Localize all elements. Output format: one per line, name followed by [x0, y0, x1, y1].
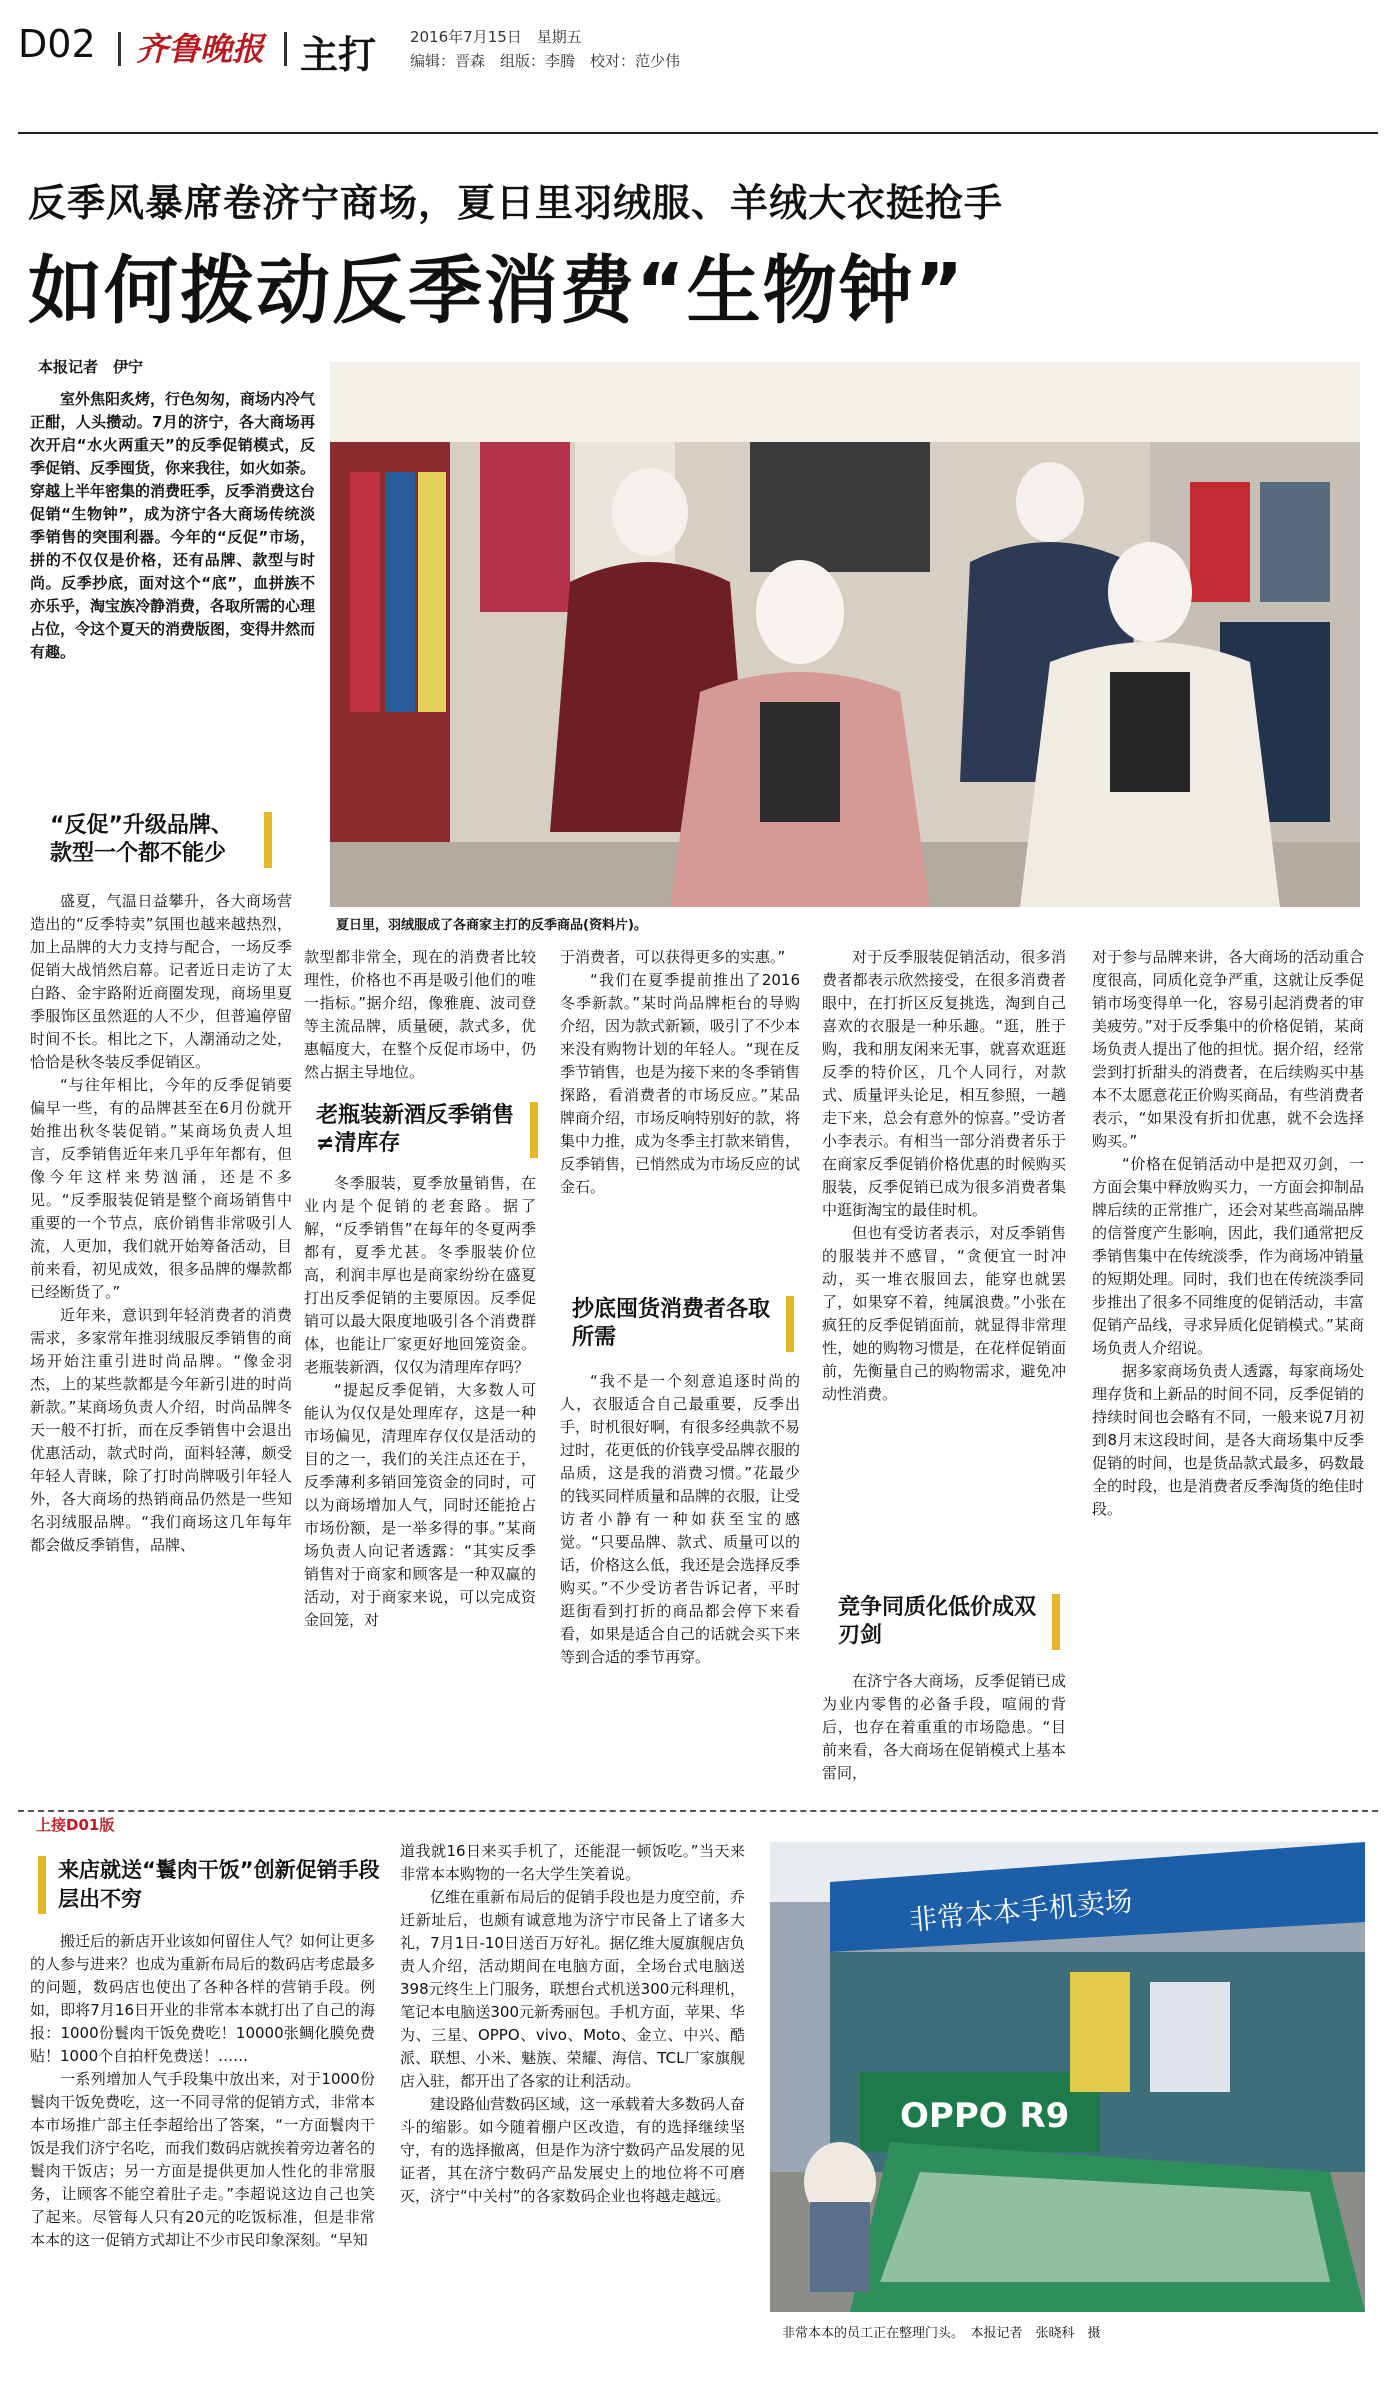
paragraph: “我们在夏季提前推出了2016冬季新款。”某时尚品牌柜台的导购介绍，因为款式新颖，吸引了不少本来没有购物计划的年轻人。“现在反季节销售，也是为接下来的冬季销售探路，看消费者的市场反应。”某品牌商介绍，市场反响特别好的款，将集中力推，成为冬季主打款来销售，反季销售，已悄然成为市场反应的试金石。 [560, 971, 801, 1196]
section-name: 主打 [300, 33, 377, 77]
continued-column-b [400, 1840, 745, 2208]
page-header [18, 22, 1378, 77]
paragraph: 对于反季服装促销活动，很多消费者都表示欣然接受，在很多消费者眼中，在打折区反复挑选，淘到自己喜欢的衣服是一种乐趣。“逛，胜于购，我和朋友闲来无事，就喜欢逛逛反季的特价区，几个人同行，对款式、质量评头论足，相互参照，一趟走下来，总会有意外的惊喜。”受访者小李表示。有相当一部分消费者乐于在商家反季促销价格优惠的时候购买服装，反季促销已成为很多消费者集中逛街淘宝的最佳时机。 [822, 948, 1066, 1219]
paragraph: “提起反季促销，大多数人可能认为仅仅是处理库存，这是一种市场偏见，清理库存仅仅是活动的目的之一，我们的关注点还在于，反季薄利多销回笼资金的同时，可以为商场增加人气，同时还能抢占市场份额，是一举多得的事。”某商场负责人向记者透露：“其实反季销售对于商家和顾客是一种双赢的活动，对于商家来说，可以完成资金回笼，对 [304, 1381, 536, 1629]
column-4 [822, 946, 1066, 1406]
column-2-top [304, 946, 536, 1084]
paragraph: “我不是一个刻意追逐时尚的人，衣服适合自己最重要，反季出手，时机很好啊，有很多经典款不易过时，花更低的价钱享受品牌衣服的品质，这是我的消费习惯。”花最少的钱买同样质量和品牌的衣服，让受访者小静有一种如获至宝的感觉。“只要品牌、款式、质量可以的话，价格这么低，我还是会选择反季购买。”不少受访者告诉记者，平时逛街看到打折的商品都会停下来看看，如果是适合自己的话就会买下来等到合适的季节再穿。 [560, 1372, 801, 1666]
paragraph: 搬迁后的新店开业该如何留住人气？如何让更多的人参与进来？也成为重新布局后的数码店考虑最多的问题，数码店也使出了各种各样的营销手段。例如，即将7月16日开业的非常本本就打出了自己的海报：1000份鬟肉干饭免费吃！10000张鲷化膜免费贴！1000个自拍杆免费送！…… [30, 1932, 376, 2065]
paragraph: 道我就16日来买手机了，还能混一顿饭吃。”当天来非常本本购物的一名大学生笑着说。 [400, 1842, 745, 1883]
lead-text: 室外焦阳炙烤，行色匆匆，商场内冷气正酣，人头攒动。7月的济宁，各大商场再次开启“水火两重天”的反季促销模式，反季促销、反季囤货，你来我往，如火如荼。穿越上半年密集的消费旺季，反季消费这台促销“生物钟”，成为济宁各大商场传统淡季销售的突围利器。今年的“反促”市场，拼的不仅仅是价格，还有品牌、款型与时尚。反季抄底，面对这个“底”，血拼族不亦乐乎，淘宝族冷静消费，各取所需的心理占位，令这个夏天的消费版图，变得井然而有趣。 [30, 390, 316, 661]
column-2 [304, 1172, 536, 1632]
column-3-top [560, 946, 800, 1199]
main-headline: 如何拨动反季消费“生物钟” [28, 248, 966, 334]
storefront-caption: 非常本本的员工正在整理门头。 本报记者 张晓科 摄 [782, 2326, 1101, 2341]
store-sign-text: 非常本本手机卖场 [907, 1884, 1134, 1937]
banner-text: OPPO R9 [900, 2096, 1070, 2136]
paragraph: 盛夏，气温日益攀升，各大商场营造出的“反季特卖”氛围也越来越热烈，加上品牌的大力支持与配合，一场反季促销大战悄然启幕。记者近日走访了太白路、金宇路附近商圈发现，商场里夏季服饰区虽然逛的人不少，但普遍停留时间不长。相比之下，人潮涌动之处，恰恰是秋冬装反季促销区。 [30, 892, 292, 1071]
paragraph: 对于参与品牌来讲，各大商场的活动重合度很高，同质化竞争严重，这就让反季促销市场变得单一化，容易引起消费者的审美疲劳。”对于反季集中的价格促销，某商场负责人提出了他的担忧。据介绍，经常尝到打折甜头的消费者，在后续购买中基本不太愿意花正价购买商品，有些消费者表示，“如果没有折扣优惠，就不会选择购买。” [1092, 948, 1364, 1150]
lead-paragraph [30, 388, 315, 664]
paragraph: 据多家商场负责人透露，每家商场处理存货和上新品的时间不同，反季促销的持续时间也会略有不同，一般来说7月初到8月末这段时间，是各大商场集中反季促销的时间，也是货品款式最多，码数最全的时段，也是消费者反季淘货的绝佳时段。 [1092, 1362, 1364, 1518]
paragraph: 建设路仙营数码区域，这一承载着大多数码人奋斗的缩影。如今随着棚户区改造，有的选择继续坚守，有的选择撤离，但是作为济宁数码产品发展的见证者，其在济宁数码产品发展史上的地位将不可磨灭，济宁“中关村”的各家数码企业也将越走越远。 [400, 2095, 746, 2205]
section-divider [18, 1810, 1378, 1812]
photo-caption: 夏日里，羽绒服成了各商家主打的反季商品(资料片)。 [336, 918, 647, 933]
header-divider [118, 32, 121, 66]
subhead-old-bottle: 老瓶装新酒反季销售≠清库存 [316, 1102, 538, 1158]
paragraph: 冬季服装，夏季放量销售，在业内是个促销的老套路。据了解，“反季销售”在每年的冬夏两季都有，夏季尤甚。冬季服装价位高，利润丰厚也是商家纷纷在盛夏打出反季促销的主要原因。反季促销可以最大限度地吸引各个消费群体，也能让厂家更好地回笼资金。老瓶装新酒，仅仅为清理库存吗？ [304, 1174, 536, 1376]
paragraph: 近年来，意识到年轻消费者的消费需求，多家常年推羽绒服反季销售的商场开始注重引进时尚品牌。“像金羽杰，上的某些款都是今年新引进的时尚新款。”某商场负责人介绍，时尚品牌冬天一般不打折，而在反季销售中会退出优惠活动，款式时尚，面料轻薄，颇受年轻人青睐，除了打时尚牌吸引年轻人外，各大商场的热销商品仍然是一些知名羽绒服品牌。“我们商场这几年每年都会做反季销售，品牌、 [30, 1306, 292, 1554]
subhead-competition: 竞争同质化低价成双刃剑 [838, 1594, 1060, 1650]
column-3 [560, 1370, 800, 1669]
column-1 [30, 890, 292, 1557]
subhead-bargain: 抄底囤货消费者各取所需 [572, 1296, 794, 1352]
byline: 本报记者 伊宁 [38, 358, 144, 376]
editor-line: 编辑：晋森 组版：李腾 校对：范少伟 [410, 52, 681, 70]
continued-column-a [30, 1930, 375, 2252]
column-5 [1092, 946, 1364, 1521]
storefront-photo [770, 1842, 1365, 2312]
paragraph: 但也有受访者表示，对反季销售的服装并不感冒，“贪便宜一时冲动，买一堆衣服回去，能穿也就罢了，如果穿不着，纯属浪费。”小张在疯狂的反季促销面前，就显得非常理性，她的购物习惯是，在花样促销面前，先衡量自己的购物需求，避免冲动性消费。 [822, 1224, 1066, 1403]
newspaper-logo: 齐鲁晚报 [136, 30, 265, 68]
column-4-end [822, 1670, 1066, 1785]
paragraph: 亿维在重新布局后的促销手段也是力度空前，乔迁新址后，也颇有诚意地为济宁市民备上了诸多大礼，7月1日-10日送百万好礼。据亿维大厦旗舰店负责人介绍，活动期间在电脑方面，全场台式电脑送398元终生上门服务，联想台式机送300元科理机，笔记本电脑送300元新秀丽包。手机方面，苹果、华为、三星、OPPO、vivo、Moto、金立、中兴、酷派、联想、小米、魅族、荣耀、海信、TCL厂家旗舰店入驻，都开出了各家的让利活动。 [400, 1888, 746, 2090]
paragraph: 于消费者，可以获得更多的实惠。” [560, 948, 786, 966]
continued-from-label: 上接D01版 [30, 1814, 120, 1835]
date-line: 2016年7月15日 星期五 [410, 28, 582, 46]
paragraph: “价格在促销活动中是把双刃剑，一方面会集中释放购买力，一方面会抑制品牌后续的正常推广，还会对某些高端品牌的信誉度产生影响，因此，我们通常把反季销售集中在传统淡季，作为商场冲销量的短期处理。同时，我们也在传统淡季同步推出了很多不同维度的促销活动，丰富促销产品线，寻求异质化促销模式。”某商场负责人介绍说。 [1092, 1155, 1364, 1357]
kicker-headline: 反季风暴席卷济宁商场，夏日里羽绒服、羊绒大衣挺抢手 [28, 181, 1004, 225]
page-number: D02 [18, 22, 96, 66]
subhead-upgrade: “反促”升级品牌、款型一个都不能少 [50, 812, 272, 868]
paragraph: “与往年相比，今年的反季促销要偏早一些，有的品牌甚至在6月份就开始推出秋冬装促销。”某商场负责人坦言，反季销售近年来几乎年年都有，但像今年这样来势汹涌，还是不多见。“反季服装促销是整个商场销售中重要的一个节点，底价销售非常吸引人流，人更加，我们就开始筹备活动，目前来看，初见成效，很多品牌的爆款都已经断货了。” [30, 1076, 292, 1301]
header-divider [284, 32, 287, 66]
paragraph: 一系列增加人气手段集中放出来，对于1000份鬟肉干饭免费吃，这一不同寻常的促销方式，非常本本市场推广部主任李超给出了答案，“一方面鬟肉干饭是我们济宁名吃，而我们数码店就挨着旁边著名的鬟肉干饭店；另一方面是提供更加人性化的非常服务，让顾客不能空着肚子走。”李超说这边自己也笑了起来。尽管每人只有20元的吃饭标准，但是非常本本的这一促销方式却让不少市民印象深刻。“早知 [30, 2070, 376, 2249]
paragraph: 款型都非常全，现在的消费者比较理性，价格也不再是吸引他们的唯一指标。”据介绍，像雅鹿、波司登等主流品牌，质量硬，款式多，优惠幅度大，在整个反促市场中，仍然占据主导地位。 [304, 948, 536, 1081]
header-rule [18, 132, 1378, 134]
continued-headline: 来店就送“鬟肉干饭”创新促销手段层出不穷 [38, 1856, 388, 1914]
mannequin-photo [330, 362, 1360, 907]
paragraph: 在济宁各大商场，反季促销已成为业内零售的必备手段，喧闹的背后，也存在着重重的市场隐患。“目前来看，各大商场在促销模式上基本雷同， [822, 1672, 1066, 1782]
